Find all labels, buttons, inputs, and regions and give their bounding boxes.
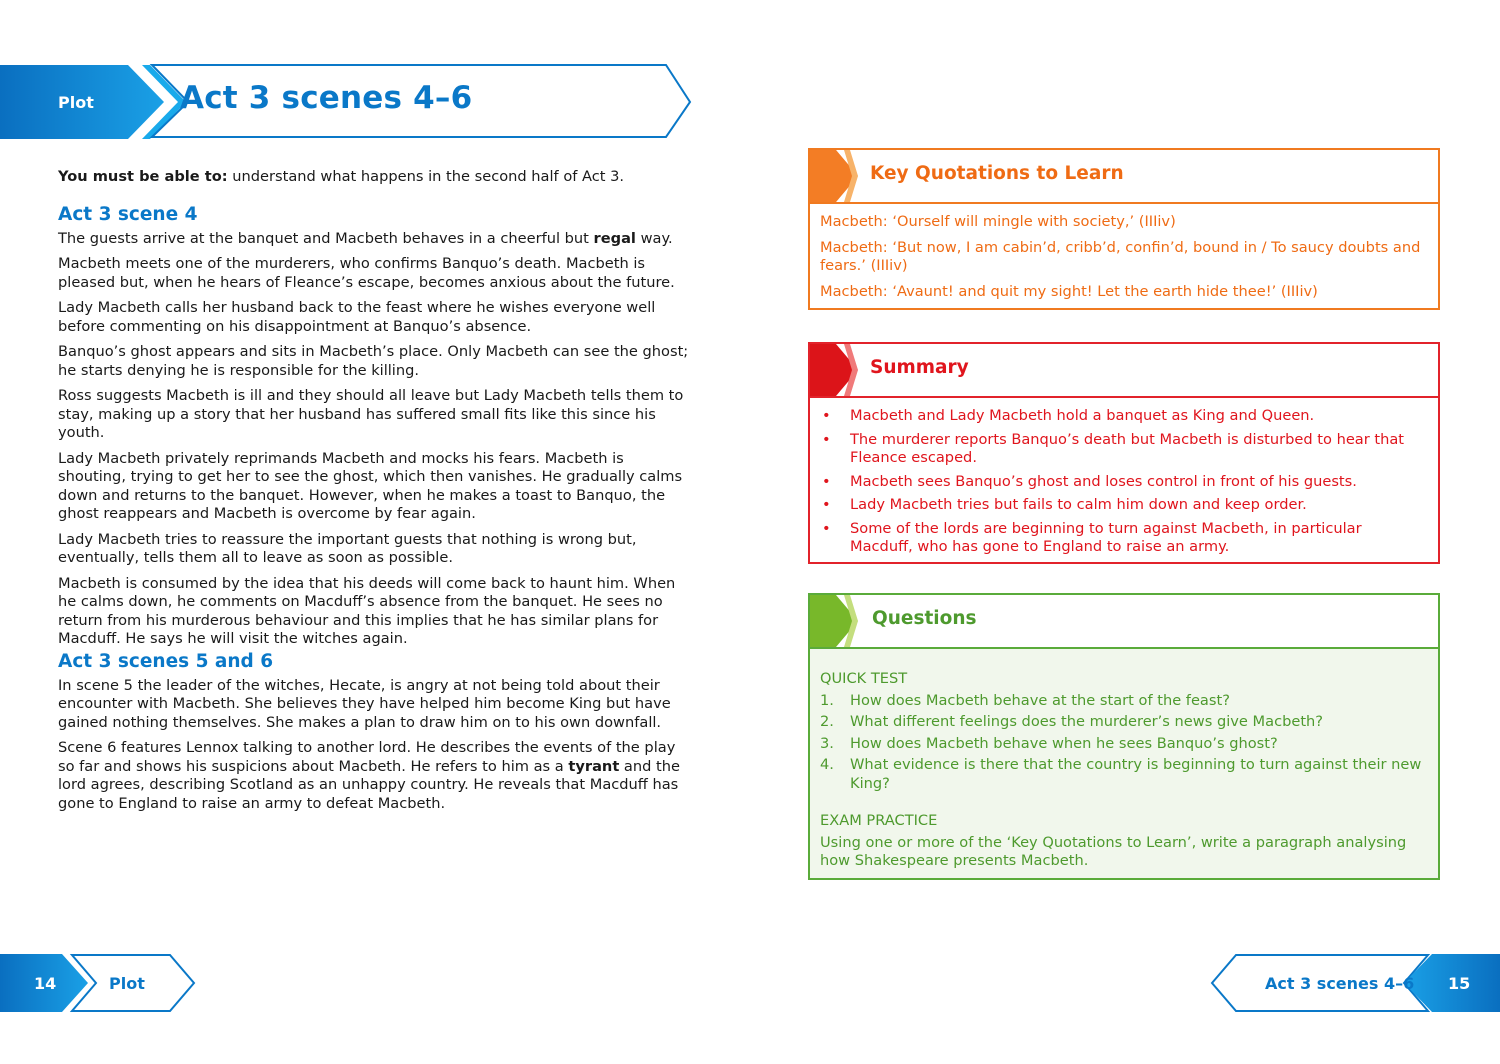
scene4-paragraph-1 — [58, 230, 694, 249]
summary-item: • Macbeth and Lady Macbeth hold a banquet as King and Queen. — [820, 407, 1428, 426]
scene56-p2-end: and the lord agrees, describing Scotland as an unhappy country. He reveals that Macduff has gone to England to raise an army to defeat Macbeth. — [58, 757, 680, 812]
summary-item: • Lady Macbeth tries but fails to calm him down and keep order. — [820, 496, 1428, 515]
red-arrow-icon — [810, 344, 862, 396]
scene4-paragraph-7: Lady Macbeth tries to reassure the important guests that nothing is wrong but, eventually, tells them all to leave as soon as possible. — [58, 530, 637, 566]
keyword-regal: regal — [593, 229, 636, 247]
scene4-paragraph-3: Lady Macbeth calls her husband back to the feast where he wishes everyone well before commenting on his disappointment at Banquo’s absence. — [58, 299, 656, 335]
page-title: Act 3 scenes 4–6 — [180, 80, 473, 116]
questions-body — [810, 649, 1438, 882]
footer-left-label: Plot — [109, 974, 145, 993]
quick-test-item — [820, 756, 1428, 793]
quick-test-list — [820, 692, 1428, 794]
scene4-paragraph-6: Lady Macbeth privately reprimands Macbeth and mocks his fears. Macbeth is shouting, trying to get her to see the ghost, which then vanishes. He gradually calms down and returns to the banquet. However, when he makes a toast to Banquo, the ghost reappears and Macbeth is overcome by fear again. — [58, 449, 683, 522]
scene4-p1-text: The guests arrive at the banquet and Macbeth behaves in a cheerful but — [58, 229, 594, 247]
question-number: 2. — [820, 713, 834, 730]
key-quotations-title: Key Quotations to Learn — [870, 163, 1124, 184]
page-number-left: 14 — [34, 974, 57, 993]
objective-lead: You must be able to: — [58, 168, 228, 185]
exam-practice-text: Using one or more of the ‘Key Quotations to Learn’, write a paragraph analysing how Shakespeare presents Macbeth. — [820, 833, 1407, 869]
objective-text: understand what happens in the second half of Act 3. — [227, 168, 625, 185]
quotation-3: Macbeth: ‘Avaunt! and quit my sight! Let the earth hide thee!’ (IIIiv) — [820, 282, 1318, 300]
summary-title: Summary — [870, 357, 969, 378]
header-section-label: Plot — [58, 93, 94, 112]
quick-test-item — [820, 735, 1428, 754]
page-number-right: 15 — [1448, 974, 1471, 993]
questions-header — [810, 595, 1438, 649]
scene4-p1-end: way. — [635, 229, 673, 247]
question-text: How does Macbeth behave when he sees Banquo’s ghost? — [850, 734, 1278, 752]
summary-item: • Macbeth sees Banquo’s ghost and loses control in front of his guests. — [820, 473, 1428, 492]
learning-objective — [58, 168, 694, 187]
scene4-heading: Act 3 scene 4 — [58, 204, 198, 225]
scene4-paragraph-2: Macbeth meets one of the murderers, who confirms Banquo’s death. Macbeth is pleased but, when he hears of Fleance’s escape, becomes anxious about the future. — [58, 255, 675, 291]
questions-title: Questions — [872, 608, 977, 629]
summary-header — [810, 344, 1438, 398]
question-text: What different feelings does the murderer’s news give Macbeth? — [850, 713, 1324, 730]
quick-test-item — [820, 692, 1428, 711]
quick-test-item — [820, 713, 1428, 732]
questions-box — [808, 593, 1440, 880]
left-column — [58, 168, 694, 194]
summary-body — [810, 398, 1438, 570]
quick-test-label: QUICK TEST — [820, 670, 908, 687]
scene4-section — [58, 206, 694, 656]
summary-item: • The murderer reports Banquo’s death but Macbeth is disturbed to hear that Fleance escaped. — [820, 431, 1428, 468]
scene56-heading: Act 3 scenes 5 and 6 — [58, 651, 274, 672]
summary-box — [808, 342, 1440, 564]
summary-item: • Some of the lords are beginning to turn against Macbeth, in particular Macduff, who has gone to England to raise an army. — [820, 520, 1428, 557]
scene56-paragraph-1: In scene 5 the leader of the witches, Hecate, is angry at not being told about their encounter with Macbeth. She believes they have helped him become King but have gained nothing themselves. She makes a plan to draw him on to his own downfall. — [58, 676, 671, 731]
question-number: 1. — [820, 691, 834, 709]
footer-left-tab — [0, 954, 200, 1014]
question-number: 3. — [820, 734, 834, 752]
scene56-paragraph-2 — [58, 739, 694, 813]
question-text: How does Macbeth behave at the start of the feast? — [850, 691, 1230, 709]
scene4-paragraph-4: Banquo’s ghost appears and sits in Macbeth’s place. Only Macbeth can see the ghost; he starts denying he is responsible for the killing. — [58, 343, 689, 379]
scene56-p2-text: Scene 6 features Lennox talking to another lord. He describes the events of the play so far and shows his suspicions about Macbeth. He refers to him as a — [58, 739, 676, 775]
keyword-tyrant: tyrant — [568, 757, 620, 775]
orange-arrow-icon — [810, 150, 862, 202]
exam-practice-label: EXAM PRACTICE — [820, 812, 938, 829]
question-number: 4. — [820, 756, 834, 773]
key-quotations-box — [808, 148, 1440, 310]
scene4-paragraph-8: Macbeth is consumed by the idea that his deeds will come back to haunt him. When he calms down, he comments on Macduff’s absence from the banquet. He sees no return from his murderous behaviour and this implies that he has similar plans for Macduff. He says he will visit the witches again. — [58, 574, 676, 647]
summary-list — [820, 407, 1428, 557]
scene56-section — [58, 653, 694, 820]
question-text: What evidence is there that the country is beginning to turn against their new King? — [850, 756, 1422, 792]
scene4-paragraph-5: Ross suggests Macbeth is ill and they should all leave but Lady Macbeth tells them to stay, making up a story that her husband has suffered small fits like this since his youth. — [58, 387, 684, 441]
footer-right-label: Act 3 scenes 4–6 — [1265, 974, 1415, 993]
key-quotations-body — [810, 204, 1438, 316]
quotation-2: Macbeth: ‘But now, I am cabin’d, cribb’d, confin’d, bound in / To saucy doubts and fears.’ (IIIiv) — [820, 238, 1421, 274]
key-quotations-header — [810, 150, 1438, 204]
quotation-1: Macbeth: ‘Ourself will mingle with society,’ (IIIiv) — [820, 213, 1176, 230]
green-arrow-icon — [810, 595, 862, 647]
